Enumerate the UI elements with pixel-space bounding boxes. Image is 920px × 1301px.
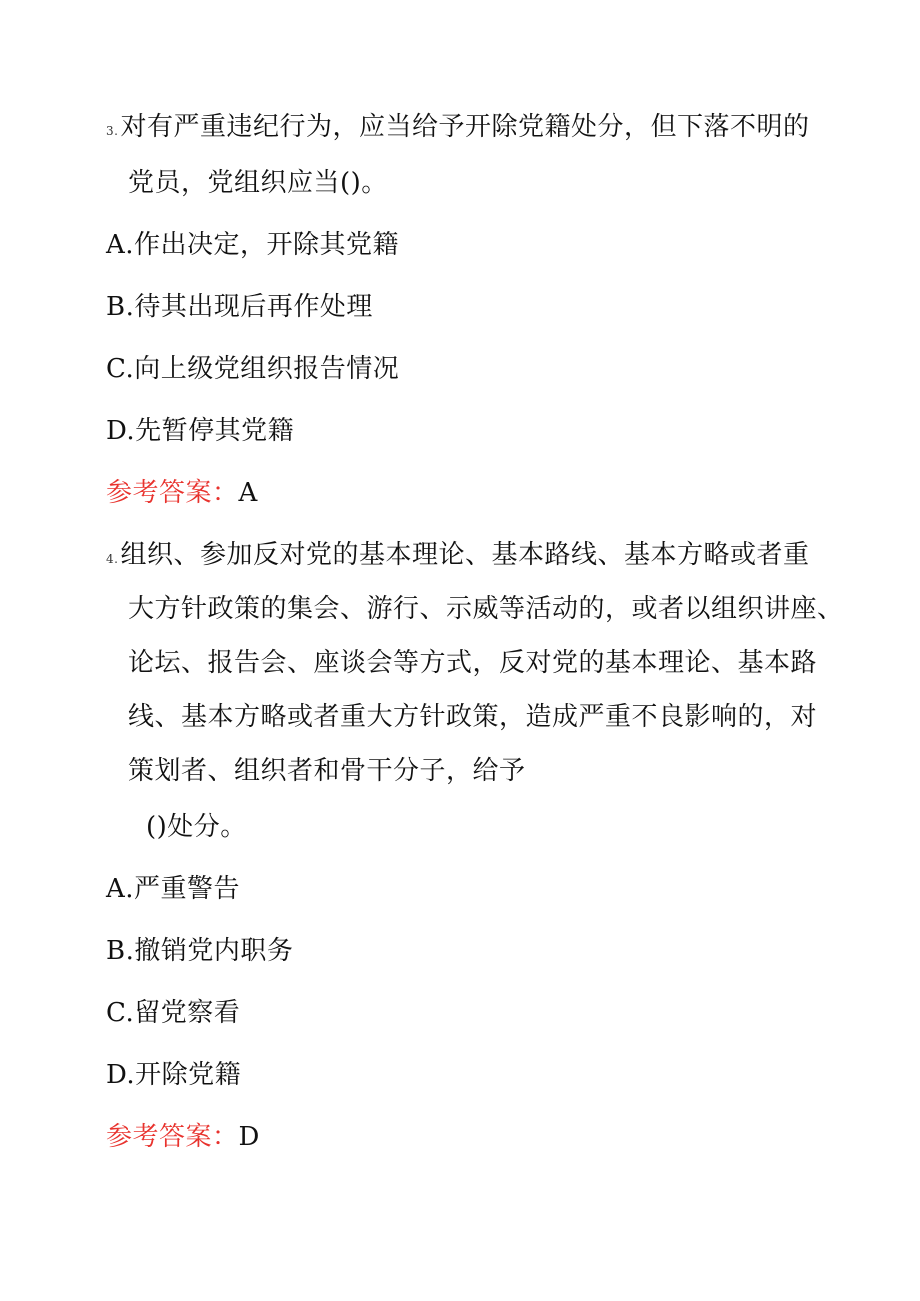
question-4-stem-line-4: 线、基本方略或者重大方针政策，造成严重不良影响的，对 [128,702,818,732]
question-3-stem-line-1: 3.对有严重违纪行为，应当给予开除党籍处分，但下落不明的 [106,112,810,142]
question-3-stem-line-2: 党员，党组织应当()。 [128,168,388,198]
question-3-option-d: D.先暂停其党籍 [106,416,295,446]
answer-label: 参考答案： [106,1122,239,1152]
question-3-option-c: C.向上级党组织报告情况 [106,354,400,384]
question-3-number: 3. [106,124,119,138]
question-4-option-d: D.开除党籍 [106,1060,242,1090]
answer-label: 参考答案： [106,478,239,508]
question-4-option-a: A.严重警告 [106,874,241,904]
question-4-answer [106,1120,260,1154]
answer-value: A [238,478,258,508]
question-3-option-b: B.待其出现后再作处理 [106,292,373,322]
question-4-stem-line-5: 策划者、组织者和骨干分子，给予 [128,756,526,786]
question-4-stem-line-3: 论坛、报告会、座谈会等方式，反对党的基本理论、基本路 [128,648,818,678]
question-4-stem-line-1: 4.组织、参加反对党的基本理论、基本路线、基本方略或者重 [106,540,810,570]
question-4-option-b: B.撤销党内职务 [106,936,294,966]
question-3-option-a: A.作出决定，开除其党籍 [106,230,400,260]
question-4-stem-line-2: 大方针政策的集会、游行、示威等活动的，或者以组织讲座、 [128,594,844,624]
question-3-answer [106,476,258,510]
question-4-stem-line-6: ()处分。 [146,812,247,842]
answer-value: D [238,1122,260,1152]
question-4-option-c: C.留党察看 [106,998,241,1028]
question-4-number: 4. [106,552,119,566]
